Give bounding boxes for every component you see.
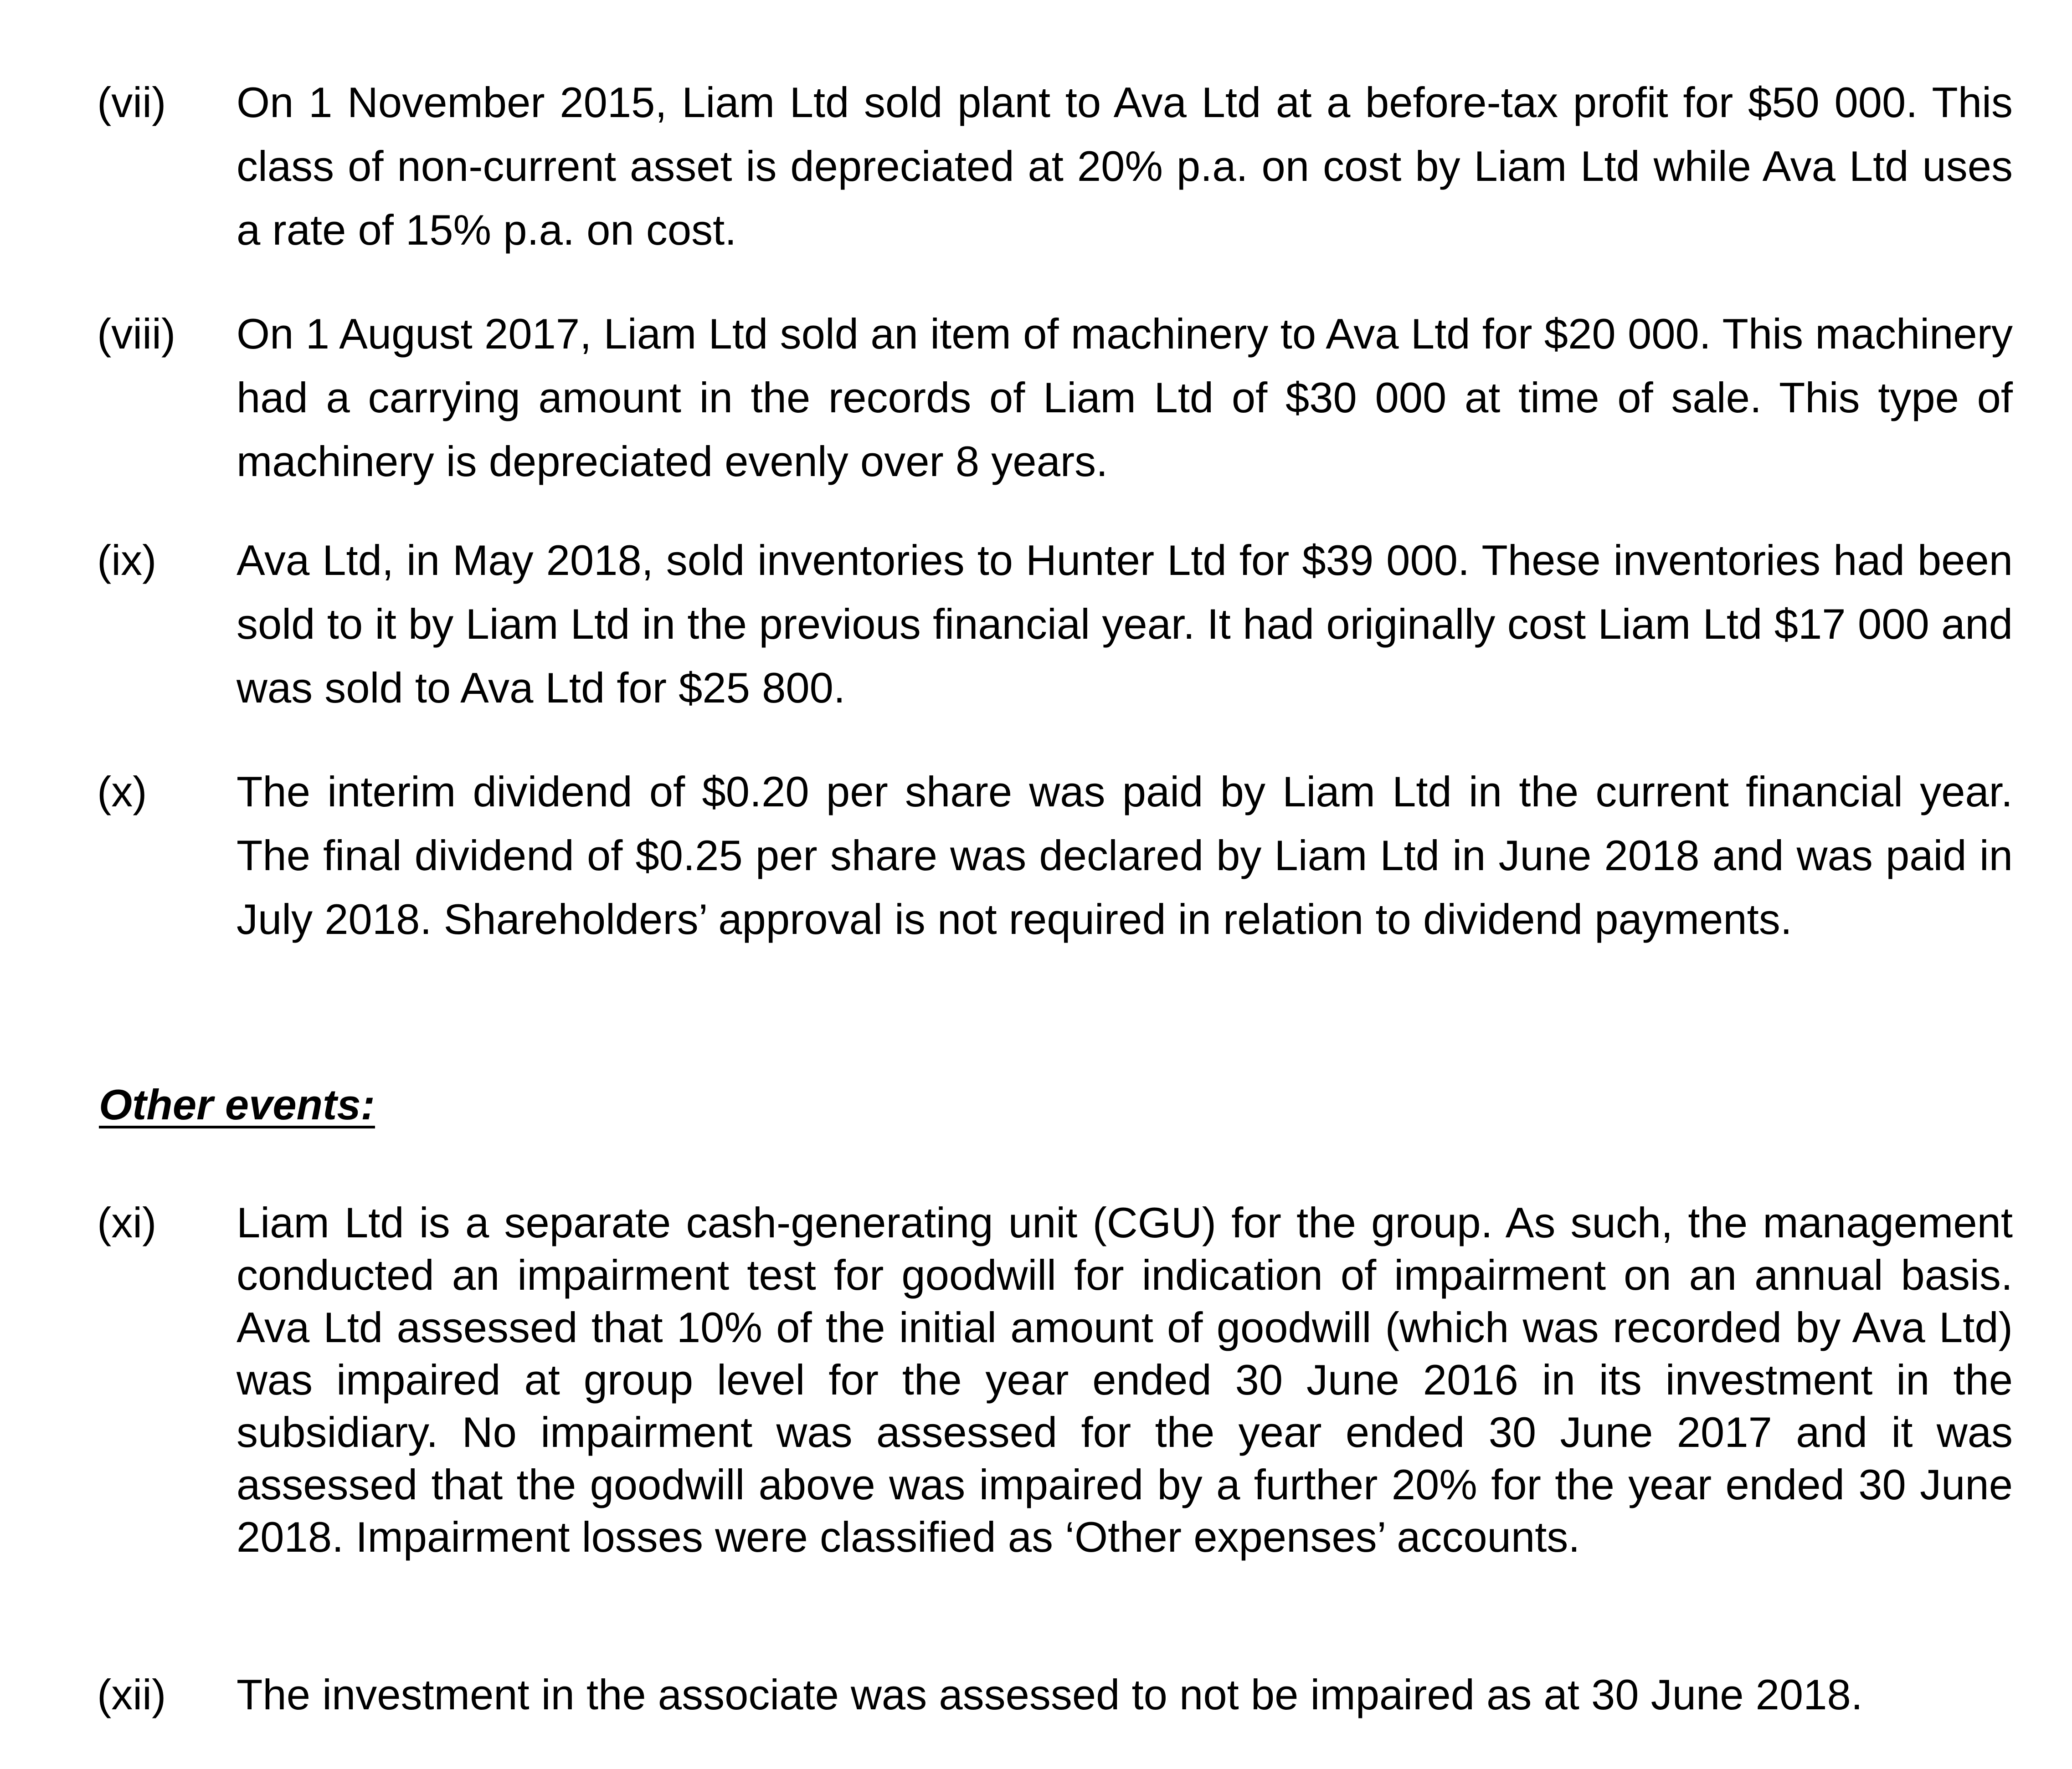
section-heading-other-events: Other events: xyxy=(99,1081,375,1128)
item-text: The interim dividend of $0.20 per share was paid by Liam Ltd in the current financial year. The final dividend of $0.25 per share was declared by Liam Ltd in June 2018 and was paid in July 2018. Shareholders’ approval is not required in relation to dividend payments. xyxy=(237,768,2013,943)
item-number: (xii) xyxy=(97,1671,166,1718)
item-number: (vii) xyxy=(97,78,166,126)
item-number: (x) xyxy=(97,768,147,815)
item-text: Ava Ltd, in May 2018, sold inventories to Hunter Ltd for $39 000. These inventories had been sold to it by Liam Ltd in the previous financial year. It had originally cost Liam Ltd $17 000 and was sold to Ava Ltd for $25 800. xyxy=(237,536,2013,712)
item-text: On 1 August 2017, Liam Ltd sold an item of machinery to Ava Ltd for $20 000. This machinery had a carrying amount in the records of Liam Ltd of $30 000 at time of sale. This type of machinery is depreciated evenly over 8 years. xyxy=(237,310,2013,485)
item-number: (ix) xyxy=(97,536,157,584)
item-number: (viii) xyxy=(97,310,176,358)
item-text: The investment in the associate was assessed to not be impaired as at 30 June 2018. xyxy=(237,1671,1863,1718)
item-text: On 1 November 2015, Liam Ltd sold plant to Ava Ltd at a before-tax profit for $50 000. This class of non-current asset is depreciated at 20% p.a. on cost by Liam Ltd while Ava Ltd uses a rate of 15% p.a. on cost. xyxy=(237,78,2013,254)
item-text: Liam Ltd is a separate cash-generating unit (CGU) for the group. As such, the management conducted an impairment test for goodwill for indication of impairment on an annual basis. Ava Ltd assessed that 10% of the initial amount of goodwill (which was recorded by Ava Ltd) was impaired at group level for the year ended 30 June 2016 in its investment in the subsidiary. No impairment was assessed for the year ended 30 June 2017 and it was assessed that the goodwill above was impaired by a further 20% for the year ended 30 June 2018. Impairment losses were classified as ‘Other expenses’ accounts. xyxy=(237,1199,2013,1561)
item-number: (xi) xyxy=(97,1199,157,1246)
